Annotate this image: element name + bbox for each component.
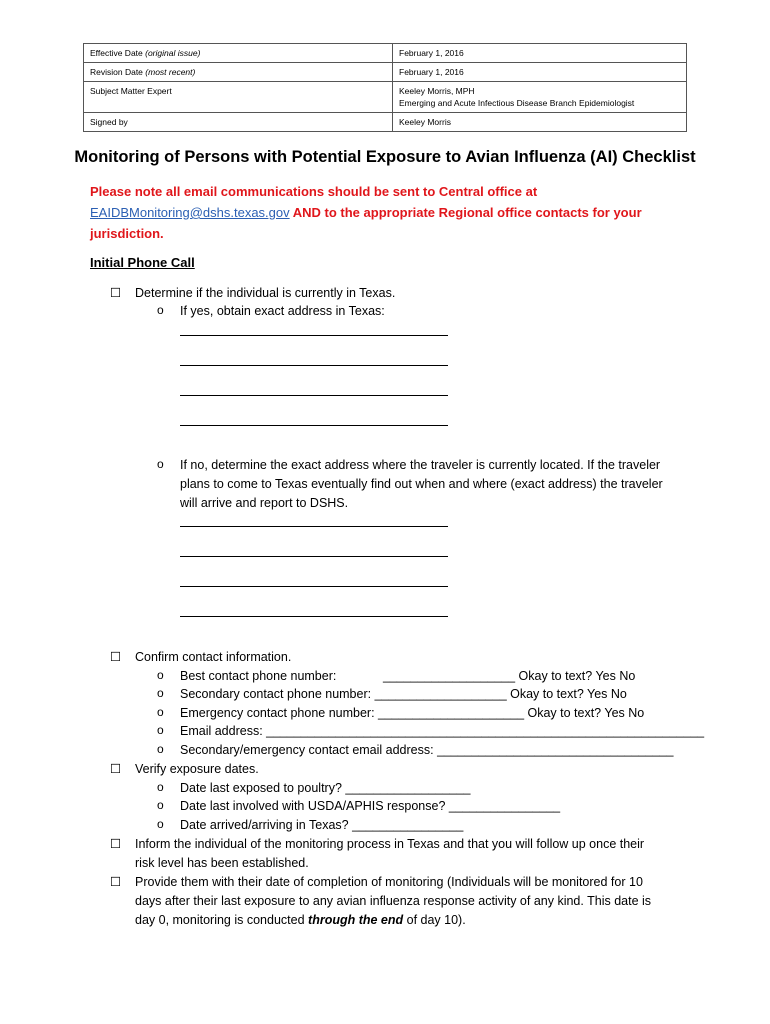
- address-line[interactable]: [180, 365, 448, 366]
- table-row: [84, 113, 687, 132]
- table-row: [84, 44, 687, 63]
- bullet-icon: o: [157, 686, 164, 700]
- address-line[interactable]: [180, 395, 448, 396]
- checklist-item-provide-line1: Provide them with their date of completion of monitoring (Individuals will be monitored for 10: [135, 875, 643, 889]
- bullet-icon: o: [157, 742, 164, 756]
- bullet-icon: o: [157, 668, 164, 682]
- checklist-item-provide-line3: day 0, monitoring is conducted through the end of day 10).: [135, 913, 466, 927]
- email-notice: Please note all email communications should be sent to Central office at EAIDBMonitoring@dshs.texas.gov AND to the appropriate Regional office contacts for your jurisdiction.: [90, 184, 642, 241]
- email-field[interactable]: Email address: _______________________________________________________________: [180, 724, 705, 738]
- page-title: Monitoring of Persons with Potential Exposure to Avian Influenza (AI) Checklist: [74, 148, 696, 166]
- address-line[interactable]: [180, 586, 448, 587]
- usda-date-field[interactable]: Date last involved with USDA/APHIS response? ________________: [180, 799, 561, 813]
- table-row: [84, 82, 687, 113]
- bullet-icon: o: [157, 705, 164, 719]
- bullet-icon: o: [157, 780, 164, 794]
- meta-value: Keeley Morris: [393, 113, 687, 132]
- best-phone-label: Best contact phone number:: [180, 669, 337, 683]
- meta-value: February 1, 2016: [393, 44, 687, 63]
- checklist-item-provide-line2: days after their last exposure to any avian influenza response activity of any kind. This date is: [135, 894, 652, 908]
- secondary-phone-field[interactable]: Secondary contact phone number: ___________________ Okay to text? Yes No: [180, 687, 627, 701]
- sub-item-if-no-line2: plans to come to Texas eventually find out when and where (exact address) the traveler: [180, 477, 663, 491]
- checkbox-icon[interactable]: ☐: [110, 650, 122, 664]
- meta-label: Signed by: [84, 113, 393, 132]
- address-line[interactable]: [180, 335, 448, 336]
- checkbox-icon[interactable]: ☐: [110, 762, 122, 776]
- meta-label: Subject Matter Expert: [84, 82, 393, 113]
- email-link[interactable]: EAIDBMonitoring@dshs.texas.gov: [90, 205, 290, 220]
- bullet-icon: o: [157, 817, 164, 831]
- checklist-item-inform-line1: Inform the individual of the monitoring process in Texas and that you will follow up once their: [135, 837, 645, 851]
- sub-item-if-no-line3: will arrive and report to DSHS.: [180, 496, 349, 510]
- address-line[interactable]: [180, 425, 448, 426]
- best-phone-field[interactable]: ___________________ Okay to text? Yes No: [383, 669, 636, 683]
- checklist-item-confirm: Confirm contact information.: [135, 650, 292, 664]
- meta-value: February 1, 2016: [393, 63, 687, 82]
- bullet-icon: o: [157, 723, 164, 737]
- bullet-icon: o: [157, 457, 164, 471]
- address-line[interactable]: [180, 526, 448, 527]
- meta-value: Keeley Morris, MPH Emerging and Acute Infectious Disease Branch Epidemiologist: [393, 82, 687, 113]
- checklist-item-inform-line2: risk level has been established.: [135, 856, 309, 870]
- sub-item-if-yes: If yes, obtain exact address in Texas:: [180, 304, 385, 318]
- bullet-icon: o: [157, 303, 164, 317]
- arrival-date-field[interactable]: Date arrived/arriving in Texas? ________________: [180, 818, 464, 832]
- section-heading: Initial Phone Call: [90, 255, 195, 270]
- meta-label: Effective Date (original issue): [84, 44, 393, 63]
- emergency-phone-field[interactable]: Emergency contact phone number: _____________________ Okay to text? Yes No: [180, 706, 645, 720]
- checklist-item-verify: Verify exposure dates.: [135, 762, 259, 776]
- checkbox-icon[interactable]: ☐: [110, 837, 122, 851]
- address-line[interactable]: [180, 616, 448, 617]
- bullet-icon: o: [157, 798, 164, 812]
- secondary-email-field[interactable]: Secondary/emergency contact email address: __________________________________: [180, 743, 674, 757]
- checkbox-icon[interactable]: ☐: [110, 875, 122, 889]
- document-metadata-table: [83, 43, 687, 132]
- checkbox-icon[interactable]: ☐: [110, 286, 122, 300]
- address-line[interactable]: [180, 556, 448, 557]
- poultry-date-field[interactable]: Date last exposed to poultry? __________________: [180, 781, 471, 795]
- table-row: [84, 63, 687, 82]
- meta-label: Revision Date (most recent): [84, 63, 393, 82]
- sub-item-if-no-line1: If no, determine the exact address where the traveler is currently located. If the traveler: [180, 458, 661, 472]
- checklist-item-determine: Determine if the individual is currently in Texas.: [135, 286, 396, 300]
